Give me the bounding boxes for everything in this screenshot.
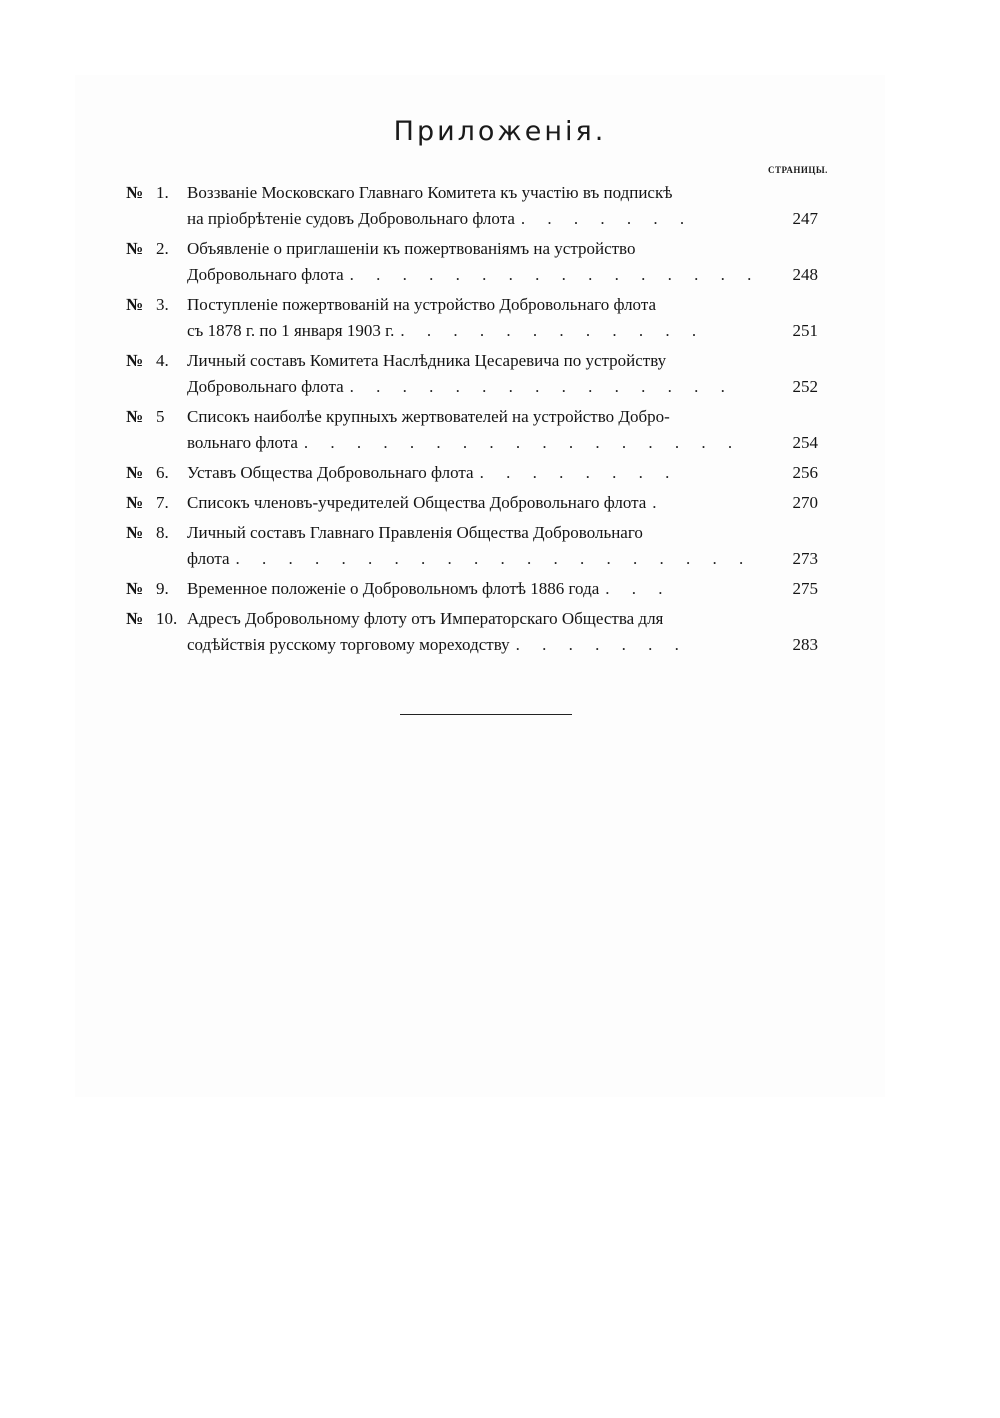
entry-number: 1. xyxy=(156,183,169,202)
entry-page-number: 273 xyxy=(792,549,818,568)
number-sign: № xyxy=(126,183,144,202)
table-of-contents xyxy=(126,180,826,662)
number-sign: № xyxy=(126,295,144,314)
dot-leader: . xyxy=(652,493,666,512)
entry-title-last-line: Добровольнаго флота xyxy=(187,377,344,396)
page-title: Приложенія. xyxy=(393,116,607,147)
number-sign: № xyxy=(126,351,144,370)
toc-entry xyxy=(126,576,826,602)
entry-title xyxy=(187,404,761,456)
entry-title xyxy=(187,292,761,344)
dot-leader: . . . . . . . . xyxy=(479,463,679,482)
entry-number: 3. xyxy=(156,295,169,314)
entry-title-line: Списокъ наиболѣе крупныхъ жертвователей на устройство Добро- xyxy=(187,407,670,426)
entry-title-line: Личный составъ Главнаго Правленія Общества Добровольнаго xyxy=(187,523,643,542)
entry-title xyxy=(187,520,761,572)
dot-leader: . . . . . . . . . . . . . . . . xyxy=(349,265,761,284)
entry-title-last-line: съ 1878 г. по 1 января 1903 г. xyxy=(187,321,395,340)
entry-title-line: Поступленіе пожертвованій на устройство Добровольнаго флота xyxy=(187,295,657,314)
dot-leader: . . . . . . . . . . . . . . . xyxy=(349,377,734,396)
dot-leader: . . . . . . . . . . . . . . . . . . . . xyxy=(235,549,753,568)
entry-page-number: 252 xyxy=(792,377,818,396)
entry-number: 8. xyxy=(156,523,169,542)
dot-leader: . . . xyxy=(605,579,672,598)
entry-title-line: Адресъ Добровольному флоту отъ Императорскаго Общества для xyxy=(187,609,664,628)
entry-number: 6. xyxy=(156,463,169,482)
dot-leader: . . . . . . . . . . . . . . . . . xyxy=(303,433,742,452)
entry-title xyxy=(187,180,761,232)
entry-title xyxy=(187,460,761,486)
entry-title xyxy=(187,236,761,288)
section-divider-rule xyxy=(400,714,572,715)
number-sign: № xyxy=(126,493,144,512)
number-sign: № xyxy=(126,463,144,482)
toc-entry xyxy=(126,490,826,516)
entry-number: 4. xyxy=(156,351,169,370)
number-sign: № xyxy=(126,523,144,542)
toc-entry xyxy=(126,236,826,288)
entry-page-number: 256 xyxy=(792,463,818,482)
entry-number: 9. xyxy=(156,579,169,598)
entry-page-number: 275 xyxy=(792,579,818,598)
entry-title xyxy=(187,606,761,658)
entry-page-number: 247 xyxy=(792,209,818,228)
entry-title-line: Объявленіе о приглашеніи къ пожертвованіямъ на устройство xyxy=(187,239,636,258)
number-sign: № xyxy=(126,579,144,598)
entry-title-last-line: вольнаго флота xyxy=(187,433,298,452)
entry-page-number: 251 xyxy=(792,321,818,340)
pages-column-header: СТРАНИЦЫ. xyxy=(768,165,828,175)
entry-title xyxy=(187,490,761,516)
entry-title-last-line: Уставъ Общества Добровольнаго флота xyxy=(187,463,474,482)
toc-entry xyxy=(126,520,826,572)
toc-entry xyxy=(126,460,826,486)
entry-title-last-line: флота xyxy=(187,549,230,568)
toc-entry xyxy=(126,180,826,232)
entry-title-last-line: Списокъ членовъ-учредителей Общества Добровольнаго флота xyxy=(187,493,647,512)
entry-number: 7. xyxy=(156,493,169,512)
entry-title-last-line: на пріобрѣтеніе судовъ Добровольнаго флота xyxy=(187,209,515,228)
entry-number: 10. xyxy=(156,609,178,628)
dot-leader: . . . . . . . . . . . . xyxy=(400,321,706,340)
entry-page-number: 283 xyxy=(792,635,818,654)
entry-title-line: Личный составъ Комитета Наслѣдника Цесаревича по устройству xyxy=(187,351,667,370)
entry-title-line: Воззваніе Московскаго Главнаго Комитета къ участію въ подпискѣ xyxy=(187,183,673,202)
number-sign: № xyxy=(126,239,144,258)
number-sign: № xyxy=(126,609,144,628)
toc-entry xyxy=(126,606,826,658)
entry-page-number: 270 xyxy=(792,493,818,512)
entry-title xyxy=(187,348,761,400)
dot-leader: . . . . . . . xyxy=(515,635,688,654)
entry-page-number: 248 xyxy=(792,265,818,284)
entry-title xyxy=(187,576,761,602)
entry-page-number: 254 xyxy=(792,433,818,452)
number-sign: № xyxy=(126,407,144,426)
dot-leader: . . . . . . . xyxy=(520,209,694,228)
entry-title-last-line: Временное положеніе о Добровольномъ флотѣ 1886 года xyxy=(187,579,600,598)
entry-title-last-line: содѣйствія русскому торговому мореходству xyxy=(187,635,510,654)
toc-entry xyxy=(126,348,826,400)
toc-entry xyxy=(126,292,826,344)
entry-title-last-line: Добровольнаго флота xyxy=(187,265,344,284)
toc-entry xyxy=(126,404,826,456)
entry-number: 2. xyxy=(156,239,169,258)
entry-number: 5 xyxy=(156,407,165,426)
